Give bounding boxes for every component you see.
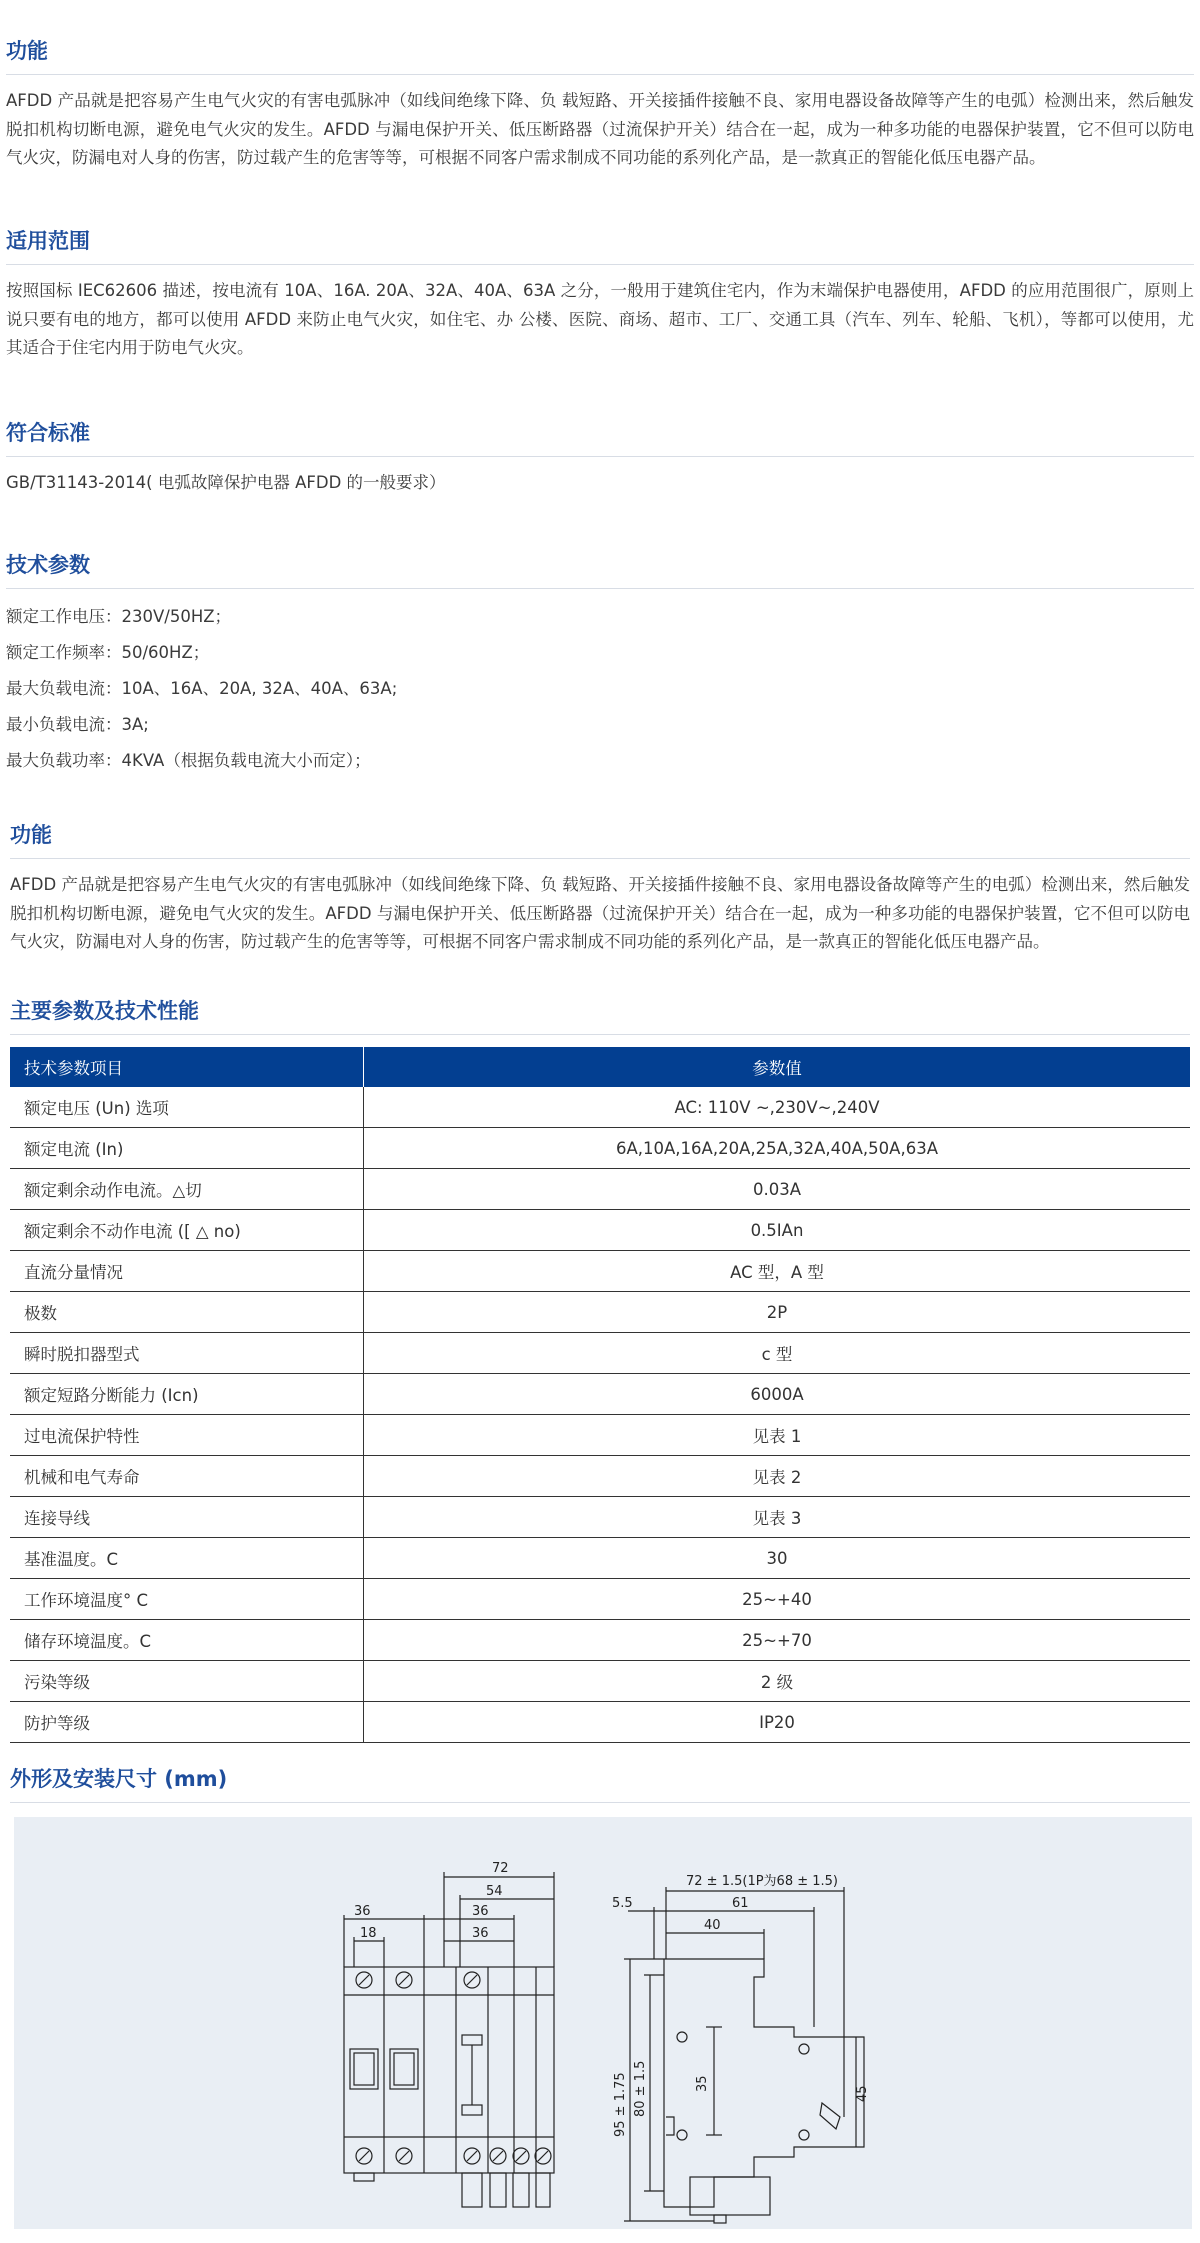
param-name: 额定短路分断能力 (Icn)	[10, 1374, 364, 1415]
section-function-1	[6, 36, 1194, 173]
section-dimensions	[10, 1764, 1190, 2229]
side-view	[624, 1887, 864, 2223]
param-value: 25~+40	[364, 1579, 1191, 1620]
param-value: c 型	[364, 1333, 1191, 1374]
dim-label-side-45: 45	[855, 2085, 870, 2102]
section-standard	[6, 418, 1194, 498]
param-value: AC: 110V ~,230V~,240V	[364, 1087, 1191, 1128]
section-main-params	[10, 996, 1190, 1743]
section-title: 功能	[10, 820, 1190, 859]
table-row	[10, 1087, 1190, 1128]
section-tech-params	[6, 550, 1194, 779]
section-title: 技术参数	[6, 550, 1194, 589]
dim-label-side-40: 40	[704, 1918, 721, 1933]
table-row	[10, 1415, 1190, 1456]
table-header-row	[10, 1047, 1190, 1087]
table-row	[10, 1169, 1190, 1210]
param-name: 连接导线	[10, 1497, 364, 1538]
param-name: 额定剩余动作电流。△切	[10, 1169, 364, 1210]
param-name: 过电流保护特性	[10, 1415, 364, 1456]
param-value: 见表 3	[364, 1497, 1191, 1538]
param-name: 防护等级	[10, 1702, 364, 1743]
param-name: 极数	[10, 1292, 364, 1333]
param-name: 污染等级	[10, 1661, 364, 1702]
table-row	[10, 1538, 1190, 1579]
dim-label-front-54: 54	[486, 1884, 503, 1899]
param-name: 基准温度。C	[10, 1538, 364, 1579]
param-name: 瞬时脱扣器型式	[10, 1333, 364, 1374]
side-body-outline	[662, 1959, 864, 2207]
section-title: 外形及安装尺寸 (mm)	[10, 1764, 1190, 1803]
dim-label-side-width: 72 ± 1.5(1P为68 ± 1.5)	[686, 1874, 839, 1889]
section-text: AFDD 产品就是把容易产生电气火灾的有害电弧脉冲（如线间绝缘下降、负 载短路、开关接插件接触不良、家用电器设备故障等产生的电弧）检测出来，然后触发脱扣机构切断电源，避免电气火灾的发生。AFDD 与漏电保护开关、低压断路器（过流保护开关）结合在一起，成为一种多功能的电器保护装置，它不但可以防电气火灾，防漏电对人身的伤害，防过载产生的危害等等，可根据不同客户需求制成不同功能的系列化产品，是一款真正的智能化低压电器产品。	[6, 91, 1194, 167]
section-title: 主要参数及技术性能	[10, 996, 1190, 1035]
section-function-2	[10, 820, 1190, 957]
section-text: AFDD 产品就是把容易产生电气火灾的有害电弧脉冲（如线间绝缘下降、负 载短路、开关接插件接触不良、家用电器设备故障等产生的电弧）检测出来，然后触发脱扣机构切断电源，避免电气火灾的发生。AFDD 与漏电保护开关、低压断路器（过流保护开关）结合在一起，成为一种多功能的电器保护装置，它不但可以防电气火灾，防漏电对人身的伤害，防过载产生的危害等等，可根据不同客户需求制成不同功能的系列化产品，是一款真正的智能化低压电器产品。	[10, 875, 1190, 951]
table-row	[10, 1661, 1190, 1702]
dimension-drawing-panel	[14, 1817, 1192, 2229]
param-value: 25~+70	[364, 1620, 1191, 1661]
param-line: 最小负载电流：3A;	[6, 715, 149, 734]
front-body-outline	[344, 1967, 554, 2173]
param-name: 机械和电气寿命	[10, 1456, 364, 1497]
param-value: IP20	[364, 1702, 1191, 1743]
param-line: 最大负载电流：10A、16A、20A, 32A、40A、63A;	[6, 679, 398, 698]
param-name: 额定电压 (Un) 选项	[10, 1087, 364, 1128]
dim-label-side-35: 35	[695, 2075, 710, 2092]
param-name: 储存环境温度。C	[10, 1620, 364, 1661]
dim-label-side-80: 80 ± 1.5	[633, 2060, 648, 2117]
dimension-drawing	[14, 1817, 1192, 2229]
dim-label-side-61: 61	[732, 1896, 749, 1911]
param-name: 直流分量情况	[10, 1251, 364, 1292]
dim-label-front-18: 18	[360, 1926, 377, 1941]
dim-label-front-72: 72	[492, 1861, 509, 1876]
dim-label-front-36c: 36	[472, 1926, 489, 1941]
dim-label-front-36a: 36	[354, 1904, 371, 1919]
param-value: 0.03A	[364, 1169, 1191, 1210]
dim-label-side-5-5: 5.5	[612, 1896, 633, 1911]
table-row	[10, 1333, 1190, 1374]
dim-label-front-36b: 36	[472, 1904, 489, 1919]
param-name: 额定剩余不动作电流 ([ △ no)	[10, 1210, 364, 1251]
table-header-param: 技术参数项目	[10, 1047, 364, 1087]
table-row	[10, 1579, 1190, 1620]
param-line: 最大负载功率：4KVA（根据负载电流大小而定）；	[6, 751, 371, 770]
front-view	[344, 1872, 554, 2207]
table-header-value: 参数值	[364, 1047, 1191, 1087]
param-value: AC 型，A 型	[364, 1251, 1191, 1292]
param-value: 30	[364, 1538, 1191, 1579]
section-title: 符合标准	[6, 418, 1194, 457]
section-text: 按照国标 IEC62606 描述，按电流有 10A、16A. 20A、32A、40A、63A 之分，一般用于建筑住宅内，作为末端保护电器使用，AFDD 的应用范围很广，原则上说只要有电的地方，都可以使用 AFDD 来防止电气火灾，如住宅、办 公楼、医院、商场、超市、工厂、交通工具（汽车、列车、轮船、飞机），等都可以使用，尤其适合于住宅内用于防电气火灾。	[6, 281, 1194, 357]
param-line: 额定工作频率：50/60HZ；	[6, 643, 210, 662]
table-row	[10, 1620, 1190, 1661]
table-row	[10, 1210, 1190, 1251]
param-value: 2P	[364, 1292, 1191, 1333]
table-row	[10, 1128, 1190, 1169]
spec-table	[10, 1047, 1190, 1743]
param-value: 见表 2	[364, 1456, 1191, 1497]
table-row	[10, 1374, 1190, 1415]
table-row	[10, 1456, 1190, 1497]
section-title: 功能	[6, 36, 1194, 75]
param-name: 工作环境温度° C	[10, 1579, 364, 1620]
param-line: 额定工作电压：230V/50HZ；	[6, 607, 232, 626]
param-list	[6, 599, 1194, 779]
param-value: 见表 1	[364, 1415, 1191, 1456]
param-value: 6A,10A,16A,20A,25A,32A,40A,50A,63A	[364, 1128, 1191, 1169]
param-name: 额定电流 (In)	[10, 1128, 364, 1169]
table-row	[10, 1497, 1190, 1538]
param-value: 2 级	[364, 1661, 1191, 1702]
param-value: 6000A	[364, 1374, 1191, 1415]
table-row	[10, 1702, 1190, 1743]
section-scope	[6, 226, 1194, 363]
section-text: GB/T31143-2014( 电弧故障保护电器 AFDD 的一般要求）	[6, 473, 446, 492]
section-title: 适用范围	[6, 226, 1194, 265]
table-row	[10, 1251, 1190, 1292]
table-row	[10, 1292, 1190, 1333]
param-value: 0.5IAn	[364, 1210, 1191, 1251]
dim-label-side-95: 95 ± 1.75	[613, 2072, 628, 2137]
